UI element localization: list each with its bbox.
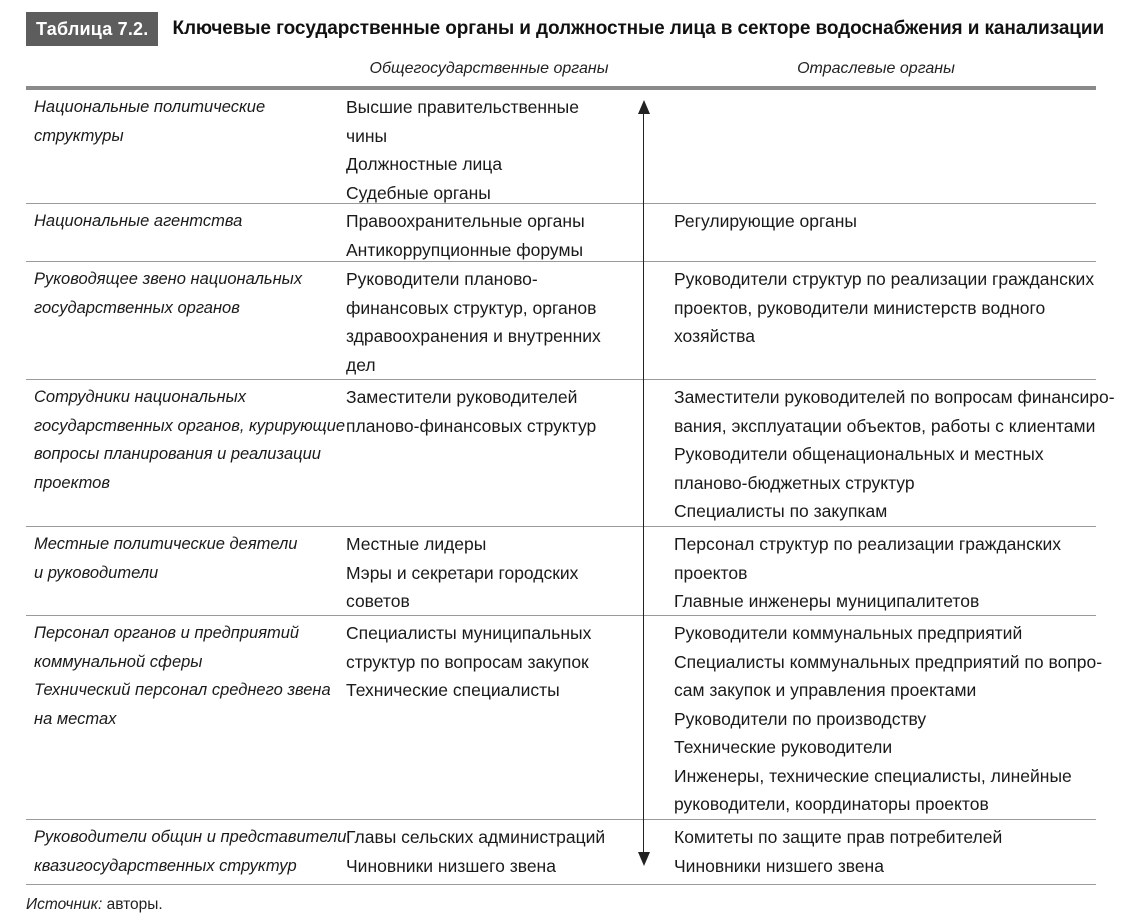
cell-text-line: Комитеты по защите прав потребителей <box>674 827 1003 847</box>
row-category-cell <box>34 530 334 587</box>
cell-text-line: Должностные лица <box>346 154 503 174</box>
cell-text-line: Мэры и секретари городских <box>346 562 579 583</box>
table-row <box>26 261 1096 380</box>
row-sector-cell <box>674 823 1094 880</box>
cell-text-line: Чиновники низшего звена <box>674 855 884 876</box>
cell-text-line: планово-финансовых структур <box>346 415 597 436</box>
row-sector-cell <box>674 207 1094 236</box>
cell-text-line: Высшие правительственные <box>346 97 579 117</box>
cell-text-line: Технические специалисты <box>346 680 560 700</box>
row-category-cell <box>34 207 334 236</box>
cell-text-line: Сотрудники национальных <box>34 388 247 406</box>
cell-text-line: вания, эксплуатации объектов, работы с клиентами <box>674 415 1096 436</box>
cell-text-line: государственных органов <box>34 298 240 317</box>
cell-text-line: Чиновники низшего звена <box>346 855 556 876</box>
cell-text-line: руководители, координаторы проектов <box>674 794 989 814</box>
table-row <box>26 203 1096 262</box>
cell-text-line: проектов <box>34 473 110 492</box>
table-row <box>26 89 1096 204</box>
row-general-cell <box>346 93 616 207</box>
row-sector-cell <box>674 530 1094 616</box>
column-header-sector: Отраслевые органы <box>797 60 955 77</box>
cell-text-line: Местные лидеры <box>346 534 487 554</box>
column-header-general: Общегосударственные органы <box>369 60 609 77</box>
vertical-arrow-line <box>643 112 644 854</box>
cell-text-line: Руководители общин и представители <box>34 828 347 846</box>
cell-text-line: Персонал органов и предприятий <box>34 624 300 642</box>
cell-text-line: сам закупок и управления проектами <box>674 680 977 700</box>
cell-text-line: Национальные агентства <box>34 212 243 230</box>
arrow-up-icon <box>638 100 650 114</box>
table-row <box>26 615 1103 820</box>
cell-text-line: Специалисты муниципальных <box>346 623 592 643</box>
row-category-cell <box>34 823 347 880</box>
row-general-cell <box>346 530 616 616</box>
cell-text-line: Специалисты по закупкам <box>674 501 888 521</box>
table-number-label: Таблица 7.2. <box>26 12 158 46</box>
arrow-down-icon <box>638 852 650 866</box>
cell-text-line: Инженеры, технические специалисты, линейные <box>674 765 1072 786</box>
cell-text-line: Судебные органы <box>346 182 491 203</box>
cell-text-line: и руководители <box>34 563 159 582</box>
cell-text-line: Национальные политические <box>34 98 266 116</box>
cell-text-line: на местах <box>34 709 117 728</box>
cell-text-line: Руководители коммунальных предприятий <box>674 623 1023 643</box>
cell-text-line: дел <box>346 354 376 375</box>
cell-text-line: Главные инженеры муниципалитетов <box>674 591 980 611</box>
cell-text-line: планово-бюджетных структур <box>674 472 915 493</box>
row-sector-cell <box>674 265 1094 351</box>
cell-text-line: советов <box>346 591 410 611</box>
cell-text-line: структуры <box>34 126 124 145</box>
row-general-cell <box>346 207 616 264</box>
cell-text-line: Руководители планово- <box>346 269 538 289</box>
cell-text-line: здравоохранения и внутренних <box>346 326 601 346</box>
cell-text-line: Специалисты коммунальных предприятий по вопро- <box>674 651 1103 672</box>
cell-text-line: Заместители руководителей по вопросам финансиро- <box>674 387 1115 407</box>
source-label: Источник: <box>26 896 103 913</box>
row-general-cell <box>346 383 616 440</box>
table-caption: Ключевые государственные органы и должностные лица в секторе водоснабжения и канализации <box>172 18 1105 39</box>
cell-text-line: государственных органов, курирующие <box>34 416 346 435</box>
cell-text-line: чины <box>346 125 388 146</box>
row-general-cell <box>346 823 616 880</box>
row-category-cell <box>34 93 334 150</box>
table-row <box>26 379 1115 527</box>
table-row <box>26 819 1096 885</box>
cell-text-line: Технический персонал среднего звена <box>34 681 331 699</box>
cell-text-line: Местные политические деятели <box>34 535 298 553</box>
row-sector-cell <box>674 383 1115 526</box>
cell-text-line: вопросы планирования и реализации <box>34 445 321 463</box>
cell-text-line: Правоохранительные органы <box>346 211 585 231</box>
cell-text-line: Главы сельских администраций <box>346 827 606 847</box>
row-general-cell <box>346 265 616 379</box>
cell-text-line: проектов <box>674 562 748 583</box>
cell-text-line: Руководители структур по реализации гражданских <box>674 269 1095 289</box>
cell-text-line: Антикоррупционные форумы <box>346 239 584 260</box>
table-title <box>26 12 1104 46</box>
cell-text-line: Регулирующие органы <box>674 211 857 231</box>
table-row <box>26 526 1096 616</box>
cell-text-line: финансовых структур, органов <box>346 297 597 318</box>
source-note <box>26 896 163 914</box>
cell-text-line: Руководители по производству <box>674 708 927 729</box>
row-category-cell <box>34 265 334 322</box>
cell-text-line: проектов, руководители министерств водного <box>674 297 1046 318</box>
cell-text-line: Руководящее звено национальных <box>34 270 303 288</box>
cell-text-line: квазигосударственных структур <box>34 856 297 875</box>
row-category-cell <box>34 619 334 733</box>
row-general-cell <box>346 619 616 705</box>
table-header-row <box>26 58 1096 90</box>
cell-text-line: структур по вопросам закупок <box>346 651 589 672</box>
row-category-cell <box>34 383 346 497</box>
source-text: авторы. <box>106 896 163 913</box>
cell-text-line: коммунальной сферы <box>34 652 203 671</box>
cell-text-line: Технические руководители <box>674 737 893 757</box>
row-sector-cell <box>674 619 1103 819</box>
cell-text-line: хозяйства <box>674 326 755 346</box>
cell-text-line: Руководители общенациональных и местных <box>674 444 1044 464</box>
cell-text-line: Персонал структур по реализации гражданских <box>674 534 1061 554</box>
cell-text-line: Заместители руководителей <box>346 387 578 407</box>
